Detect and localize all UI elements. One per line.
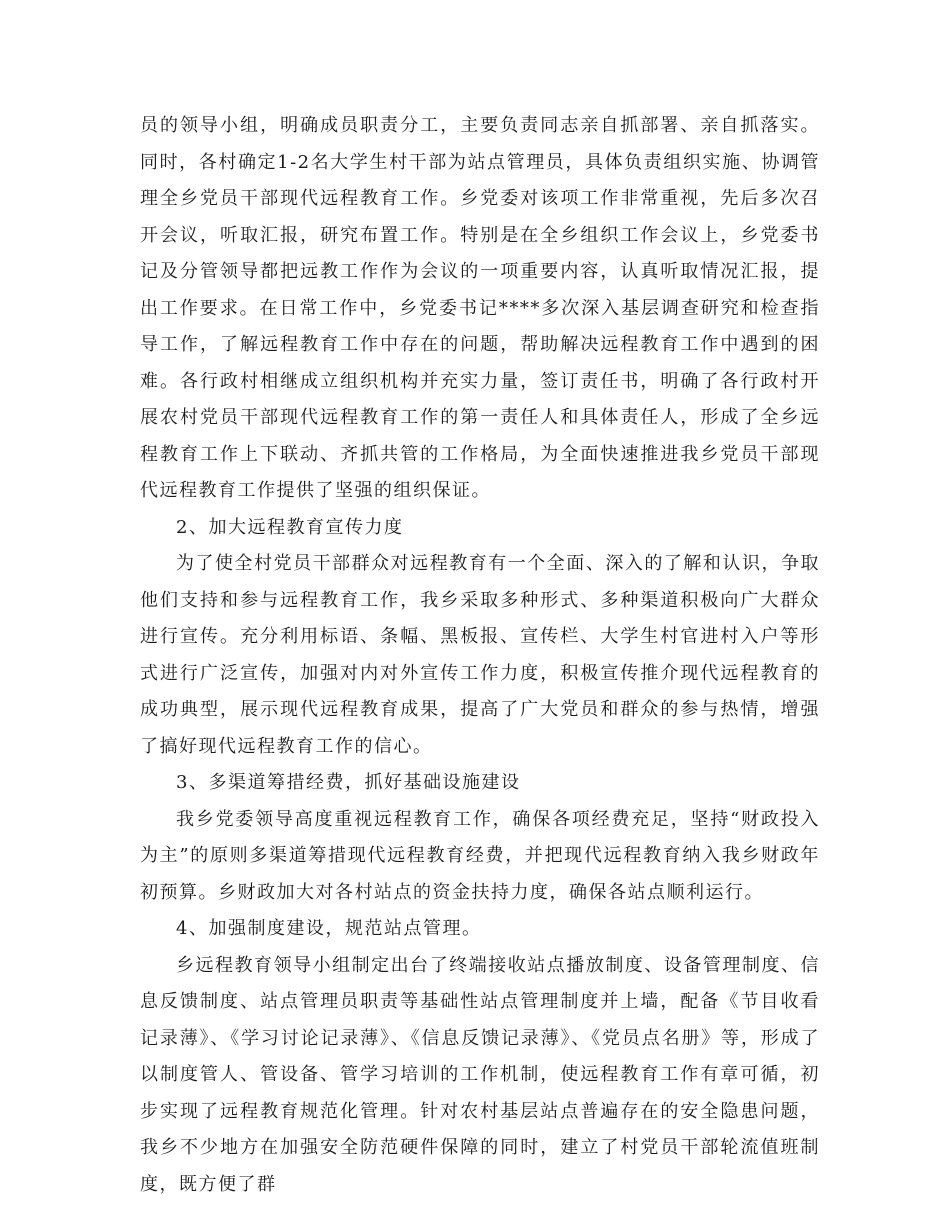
section-heading-3: 3、多渠道筹措经费，抓好基础设施建设 — [176, 772, 521, 793]
paragraph-system-building: 乡远程教育领导小组制定出台了终端接收站点播放制度、设备管理制度、信息反馈制度、站点管理员职责等基础性站点管理制度并上墙，配备《节目收看记录薄》、《学习讨论记录薄》、《信息反馈记录薄》、《党员点名册》等，形成了以制度管人、管设备、管学习培训的工作机制，使远程教育工作有章可循，初步实现了远程教育规范化管理。针对农村基层站点普遍存在的安全隐患问题，我乡不少地方在加强安全防范硬件保障的同时，建立了村党员干部轮流值班制度，既方便了群 — [140, 954, 820, 1195]
section-heading-4: 4、加强制度建设，规范站点管理。 — [176, 918, 482, 939]
paragraph-funding: 我乡党委领导高度重视远程教育工作，确保各项经费充足，坚持“财政投入为主”的原则多渠道筹措现代远程教育经费，并把现代远程教育纳入我乡财政年初预算。乡财政加大对各村站点的资金扶持力度，确保各站点顺利运行。 — [140, 808, 820, 903]
document-body — [140, 108, 820, 1203]
section-heading-2: 2、加大远程教育宣传力度 — [176, 516, 404, 538]
paragraph-publicity: 为了使全村党员干部群众对远程教育有一个全面、深入的了解和认识，争取他们支持和参与远程教育工作，我乡采取多种形式、多种渠道积极向广大群众进行宣传。充分利用标语、条幅、黑板报、宣传栏、大学生村官进村入户等形式进行广泛宣传，加强对内对外宣传工作力度，积极宣传推介现代远程教育的成功典型，展示现代远程教育成果，提高了广大党员和群众的参与热情，增强了搞好现代远程教育工作的信心。 — [140, 553, 820, 757]
paragraph-leadership-group: 员的领导小组，明确成员职责分工，主要负责同志亲自抓部署、亲自抓落实。同时，各村确定1-2名大学生村干部为站点管理员，具体负责组织实施、协调管理全乡党员干部现代远程教育工作。乡党委对该项工作非常重视，先后多次召开会议，听取汇报，研究布置工作。特别是在全乡组织工作会议上，乡党委书记及分管领导都把远教工作作为会议的一项重要内容，认真听取情况汇报，提出工作要求。在日常工作中，乡党委书记****多次深入基层调查研究和检查指导工作，了解远程教育工作中存在的问题，帮助解决远程教育工作中遇到的困难。各行政村相继成立组织机构并充实力量，签订责任书，明确了各行政村开展农村党员干部现代远程教育工作的第一责任人和具体责任人，形成了全乡远程教育工作上下联动、齐抓共管的工作格局，为全面快速推进我乡党员干部现代远程教育工作提供了坚强的组织保证。 — [140, 115, 820, 501]
